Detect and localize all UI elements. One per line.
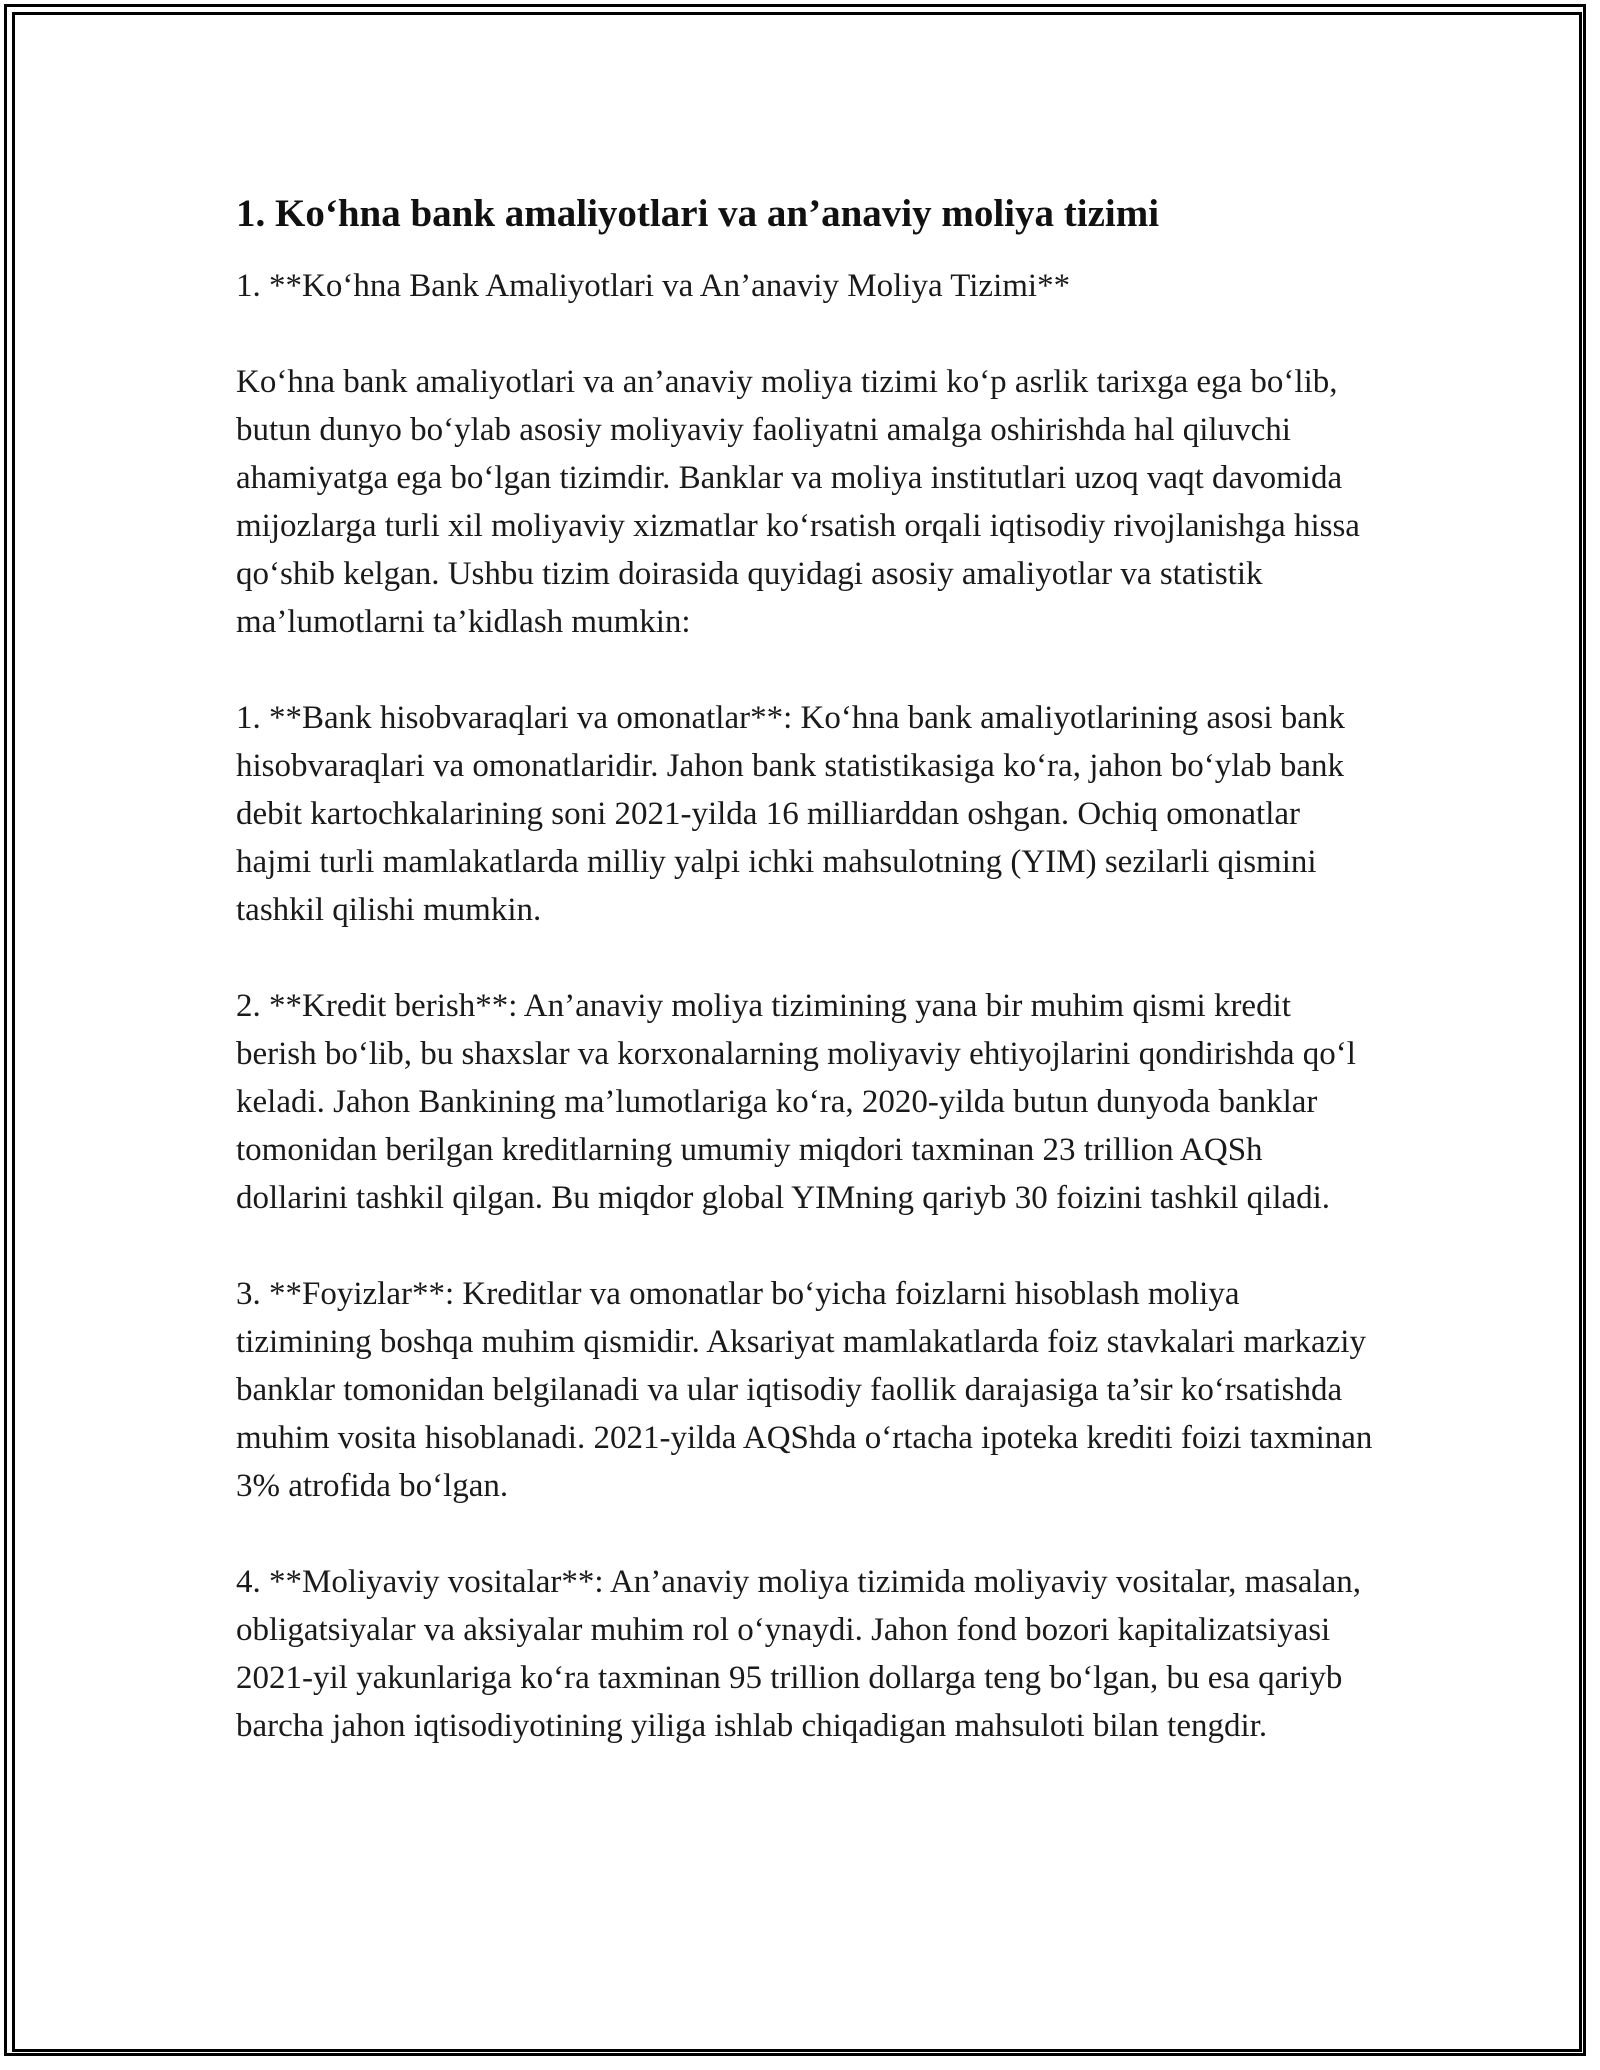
paragraph-lending: 2. **Kredit berish**: An’anaviy moliya tizimining yana bir muhim qismi kredit berish bo‘lib, bu shaxslar va korxonalarning moliyaviy ehtiyojlarini qondirishda qo‘l keladi. Jahon Bankining ma’lumotlariga ko‘ra, 2020-yilda butun dunyoda banklar tomonidan berilgan kreditlarning umumiy miqdori taxminan 23 trillion AQSh dollarini tashkil qilgan. Bu miqdor global YIMning qariyb 30 foizini tashkil qiladi. <box>236 988 1356 1216</box>
section-heading: 1. Ko‘hna bank amaliyotlari va an’anaviy moliya tizimi <box>236 192 1160 235</box>
paragraph-financial-instruments: 4. **Moliyaviy vositalar**: An’anaviy moliya tizimida moliyaviy vositalar, masalan, obligatsiyalar va aksiyalar muhim rol o‘ynaydi. Jahon fond bozori kapitalizatsiyasi 2021-yil yakunlariga ko‘ra taxminan 95 trillion dollarga teng bo‘lgan, bu esa qariyb barcha jahon iqtisodiyotining yiliga ishlab chiqadigan mahsuloti bilan tengdir. <box>236 1564 1362 1744</box>
intro-paragraph: Ko‘hna bank amaliyotlari va an’anaviy moliya tizimi ko‘p asrlik tarixga ega bo‘lib, butun dunyo bo‘ylab asosiy moliyaviy faoliyatni amalga oshirishda hal qiluvchi ahamiyatga ega bo‘lgan tizimdir. Banklar va moliya institutlari uzoq vaqt davomida mijozlarga turli xil moliyaviy xizmatlar ko‘rsatish orqali iqtisodiy rivojlanishga hissa qo‘shib kelgan. Ushbu tizim doirasida quyidagi asosiy amaliyotlar va statistik ma’lumotlarni ta’kidlash mumkin: <box>236 364 1360 640</box>
paragraph-bank-accounts: 1. **Bank hisobvaraqlari va omonatlar**: Ko‘hna bank amaliyotlarining asosi bank hisobvaraqlari va omonatlaridir. Jahon bank statistikasiga ko‘ra, jahon bo‘ylab bank debit kartochkalarining soni 2021-yilda 16 milliarddan oshgan. Ochiq omonatlar hajmi turli mamlakatlarda milliy yalpi ichki mahsulotning (YIM) sezilarli qismini tashkil qilishi mumkin. <box>236 700 1345 928</box>
paragraph-interest: 3. **Foyizlar**: Kreditlar va omonatlar bo‘yicha foizlarni hisoblash moliya tizimining boshqa muhim qismidir. Aksariyat mamlakatlarda foiz stavkalari markaziy banklar tomonidan belgilanadi va ular iqtisodiy faollik darajasiga ta’sir ko‘rsatishda muhim vosita hisoblanadi. 2021-yilda AQShda o‘rtacha ipoteka krediti foizi taxminan 3% atrofida bo‘lgan. <box>236 1276 1373 1504</box>
section-subtitle: 1. **Ko‘hna Bank Amaliyotlari va An’anaviy Moliya Tizimi** <box>236 268 1071 304</box>
document-page <box>236 188 1376 1798</box>
